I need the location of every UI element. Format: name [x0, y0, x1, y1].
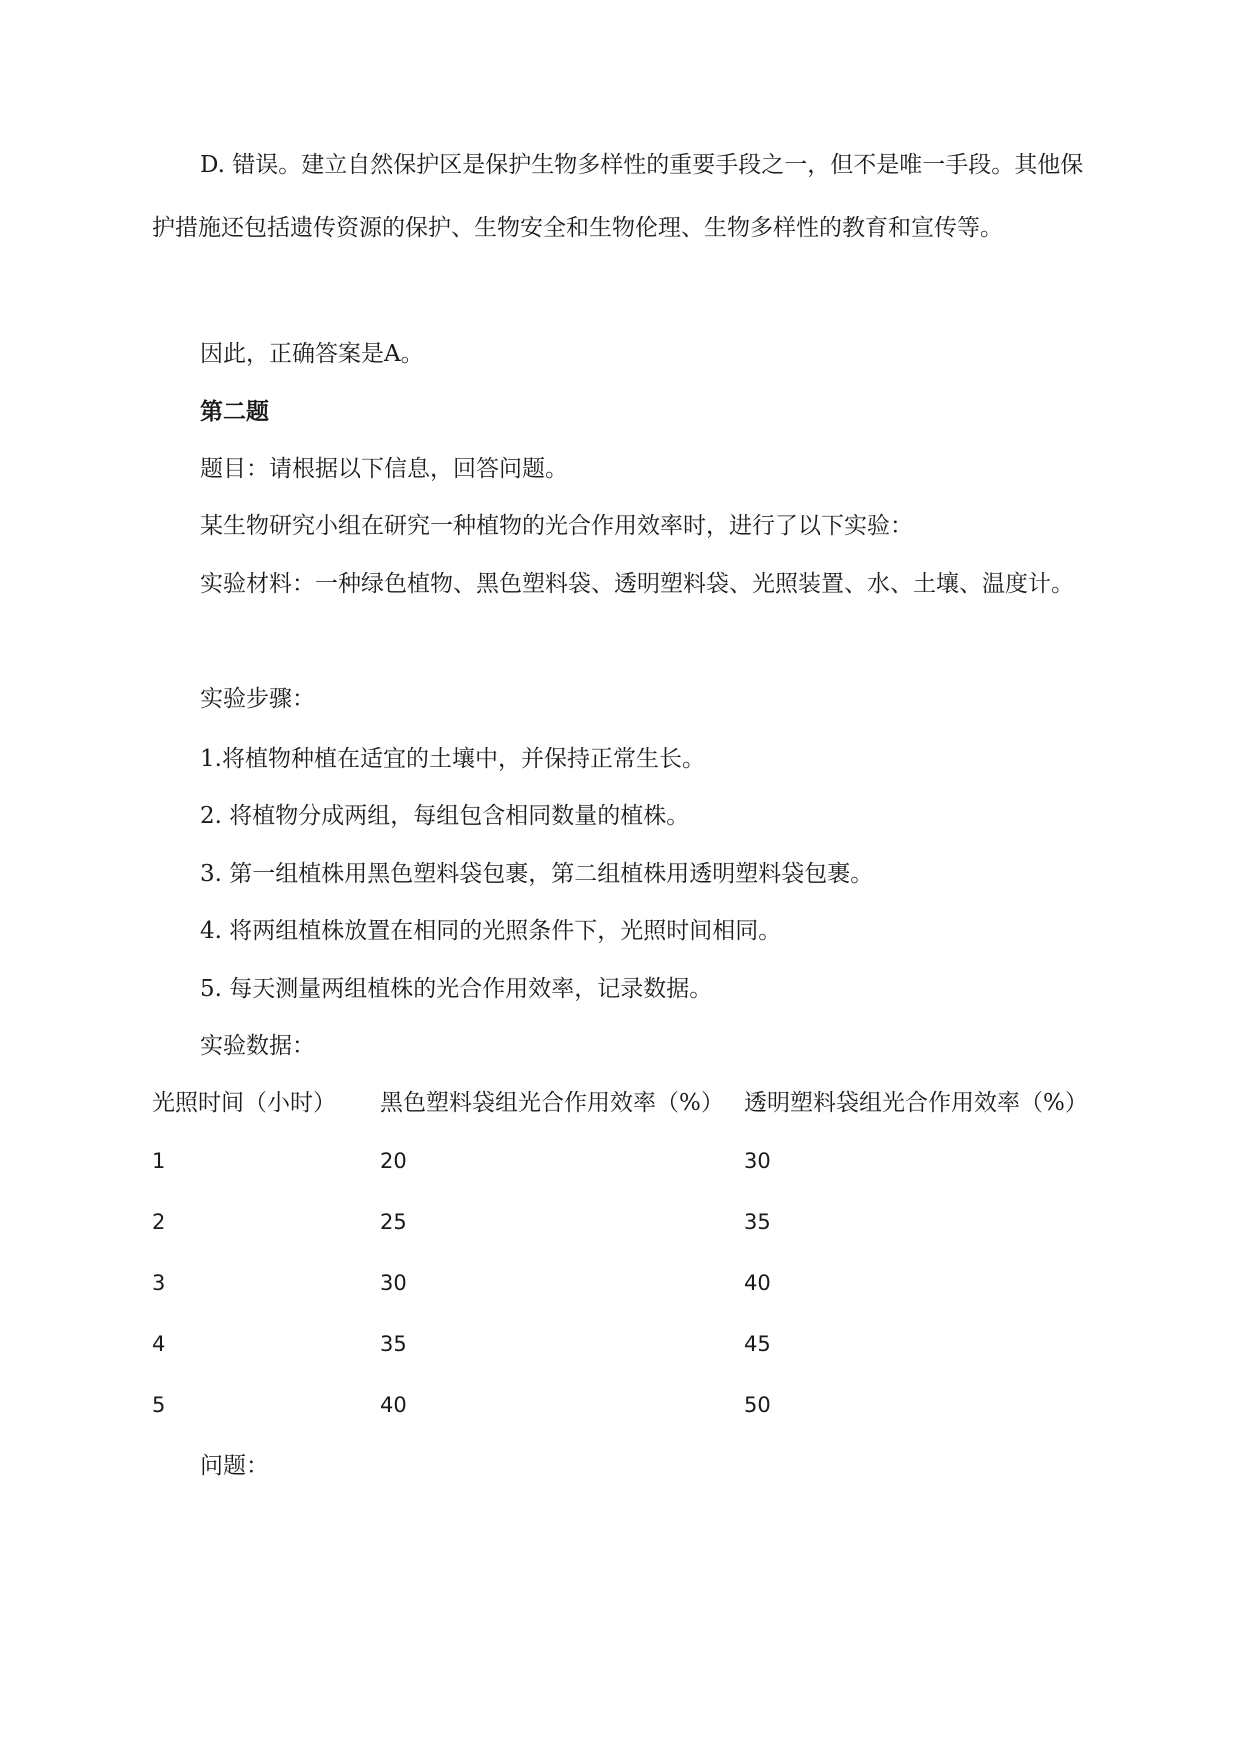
table-header-cell: 光照时间（小时）: [152, 1090, 336, 1116]
step-5: 5. 每天测量两组植株的光合作用效率，记录数据。: [200, 976, 713, 1002]
paragraph-materials: 实验材料：一种绿色植物、黑色塑料袋、透明塑料袋、光照装置、水、土壤、温度计。: [200, 571, 1074, 597]
table-cell: 1: [152, 1149, 166, 1173]
paragraph-experiment-intro: 某生物研究小组在研究一种植物的光合作用效率时，进行了以下实验：: [200, 513, 913, 539]
table-cell: 35: [744, 1210, 771, 1234]
table-cell: 35: [380, 1332, 407, 1356]
table-cell: 20: [380, 1149, 407, 1173]
paragraph-data-label: 实验数据：: [200, 1033, 315, 1059]
table-cell: 30: [744, 1149, 771, 1173]
table-cell: 45: [744, 1332, 771, 1356]
paragraph-option-d: D. 错误。建立自然保护区是保护生物多样性的重要手段之一，但不是唯一手段。其他保护措施还包括遗传资源的保护、生物安全和生物伦理、生物多样性的教育和宣传等。: [152, 152, 1084, 241]
table-row: [152, 1390, 1092, 1420]
table-row: [152, 1207, 1092, 1237]
paragraph-question-intro: 题目：请根据以下信息，回答问题。: [200, 456, 568, 482]
step-4: 4. 将两组植株放置在相同的光照条件下，光照时间相同。: [200, 918, 782, 944]
table-cell: 2: [152, 1210, 166, 1234]
table-header-cell: 黑色塑料袋组光合作用效率（%）: [380, 1090, 724, 1116]
paragraph-steps-label: 实验步骤：: [200, 686, 315, 712]
table-row: [152, 1146, 1092, 1176]
paragraph-answer: 因此，正确答案是A。: [200, 341, 424, 367]
table-cell: 40: [744, 1271, 771, 1295]
table-cell: 25: [380, 1210, 407, 1234]
step-2: 2. 将植物分成两组，每组包含相同数量的植株。: [200, 803, 690, 829]
section-heading: 第二题: [200, 398, 269, 425]
table-cell: 30: [380, 1271, 407, 1295]
table-header-cell: 透明塑料袋组光合作用效率（%）: [744, 1090, 1088, 1116]
table-header-row: [152, 1088, 1092, 1118]
table-row: [152, 1329, 1092, 1359]
table-cell: 3: [152, 1271, 166, 1295]
table-cell: 50: [744, 1393, 771, 1417]
step-3: 3. 第一组植株用黑色塑料袋包裹，第二组植株用透明塑料袋包裹。: [200, 861, 874, 887]
table-row: [152, 1268, 1092, 1298]
table-cell: 40: [380, 1393, 407, 1417]
table-cell: 4: [152, 1332, 166, 1356]
step-1: 1.将植物种植在适宜的土壤中，并保持正常生长。: [200, 746, 705, 772]
paragraph-question-label: 问题：: [200, 1453, 269, 1479]
table-cell: 5: [152, 1393, 166, 1417]
